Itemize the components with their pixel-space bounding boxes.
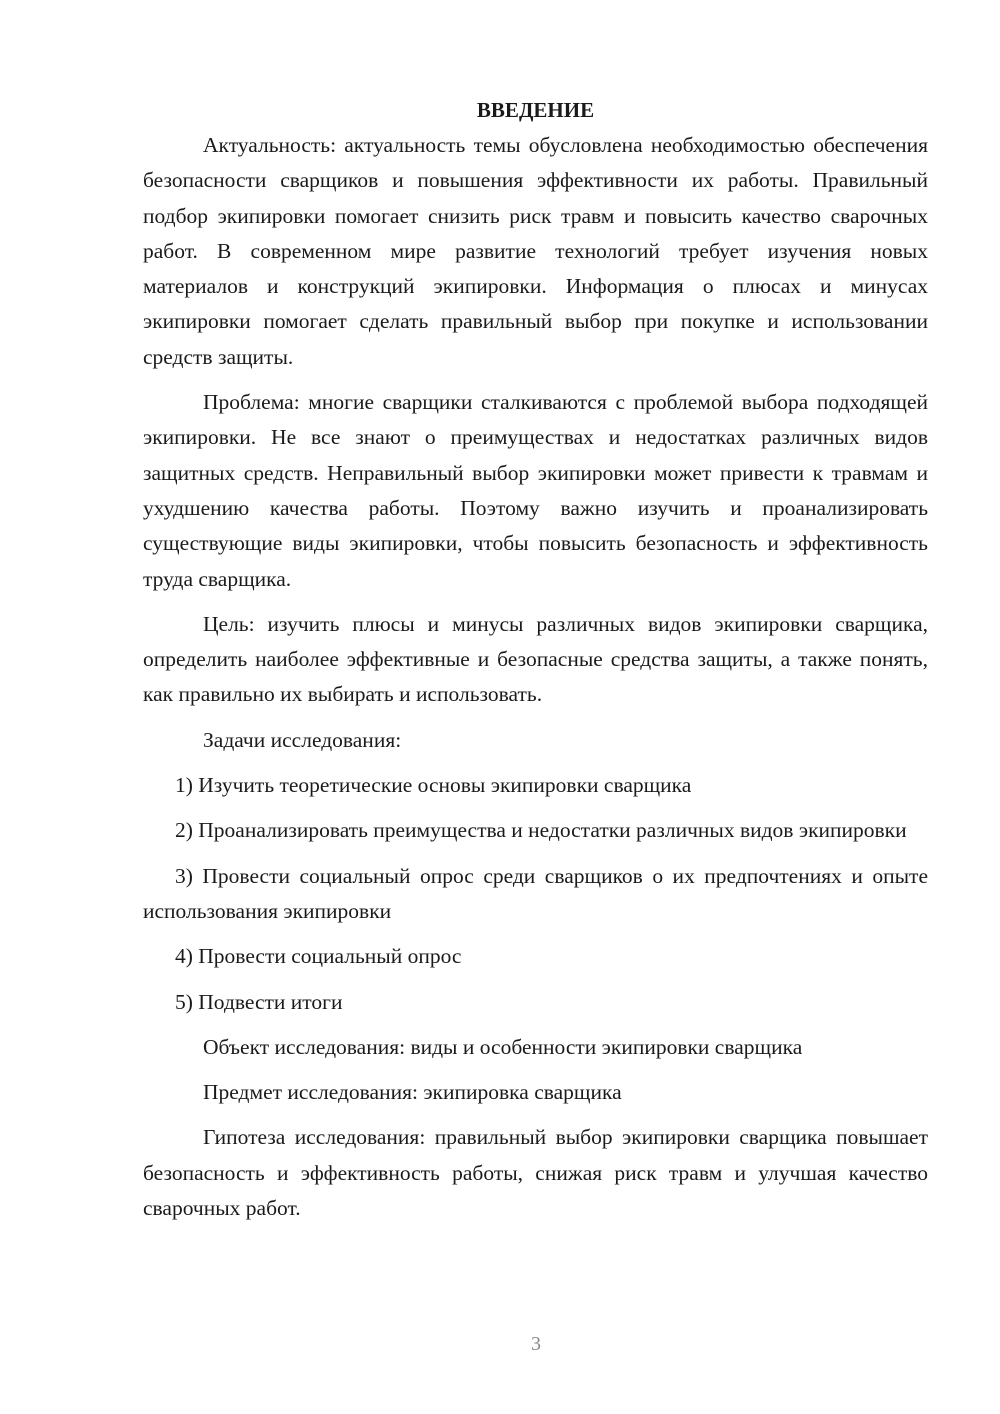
- section-title: ВВЕДЕНИЕ: [476, 98, 595, 122]
- task-item: 2) Проанализировать преимущества и недостатки различных видов экипировки: [175, 818, 907, 843]
- relevance-paragraph: Актуальность: актуальность темы обусловлена необходимостью обеспечения безопасности сварщиков и повышения эффективности их работы. Правильный подбор экипировки помогает снизить риск травм и повысить качество сварочных работ. В современном мире развитие технологий требует изучения новых материалов и конструкций экипировки. Информация о плюсах и минусах экипировки помогает сделать правильный выбор при покупке и использовании средств защиты.: [143, 133, 928, 369]
- page-number: 3: [531, 1333, 541, 1355]
- subject-paragraph: Предмет исследования: экипировка сварщика: [203, 1080, 622, 1105]
- hypothesis-paragraph: Гипотеза исследования: правильный выбор экипировки сварщика повышает безопасность и эффективность работы, снижая риск травм и улучшая качество сварочных работ.: [143, 1125, 928, 1221]
- task-item: 5) Подвести итоги: [175, 989, 343, 1014]
- problem-paragraph: Проблема: многие сварщики сталкиваются с проблемой выбора подходящей экипировки. Не все знают о преимуществах и недостатках различных видов защитных средств. Неправильный выбор экипировки может привести к травмам и ухудшению качества работы. Поэтому важно изучить и проанализировать существующие виды экипировки, чтобы повысить безопасность и эффективность труда сварщика.: [143, 390, 928, 591]
- task-item: 3) Провести социальный опрос среди сварщиков о их предпочтениях и опыте использования экипировки: [143, 863, 928, 923]
- document-page: [143, 92, 928, 1236]
- task-item: 1) Изучить теоретические основы экипировки сварщика: [175, 773, 692, 798]
- object-paragraph: Объект исследования: виды и особенности экипировки сварщика: [203, 1034, 803, 1059]
- task-item: 4) Провести социальный опрос: [175, 944, 462, 969]
- tasks-heading: Задачи исследования:: [203, 727, 402, 752]
- goal-paragraph: Цель: изучить плюсы и минусы различных видов экипировки сварщика, определить наиболее эффективные и безопасные средства защиты, а также понять, как правильно их выбирать и использовать.: [143, 611, 928, 707]
